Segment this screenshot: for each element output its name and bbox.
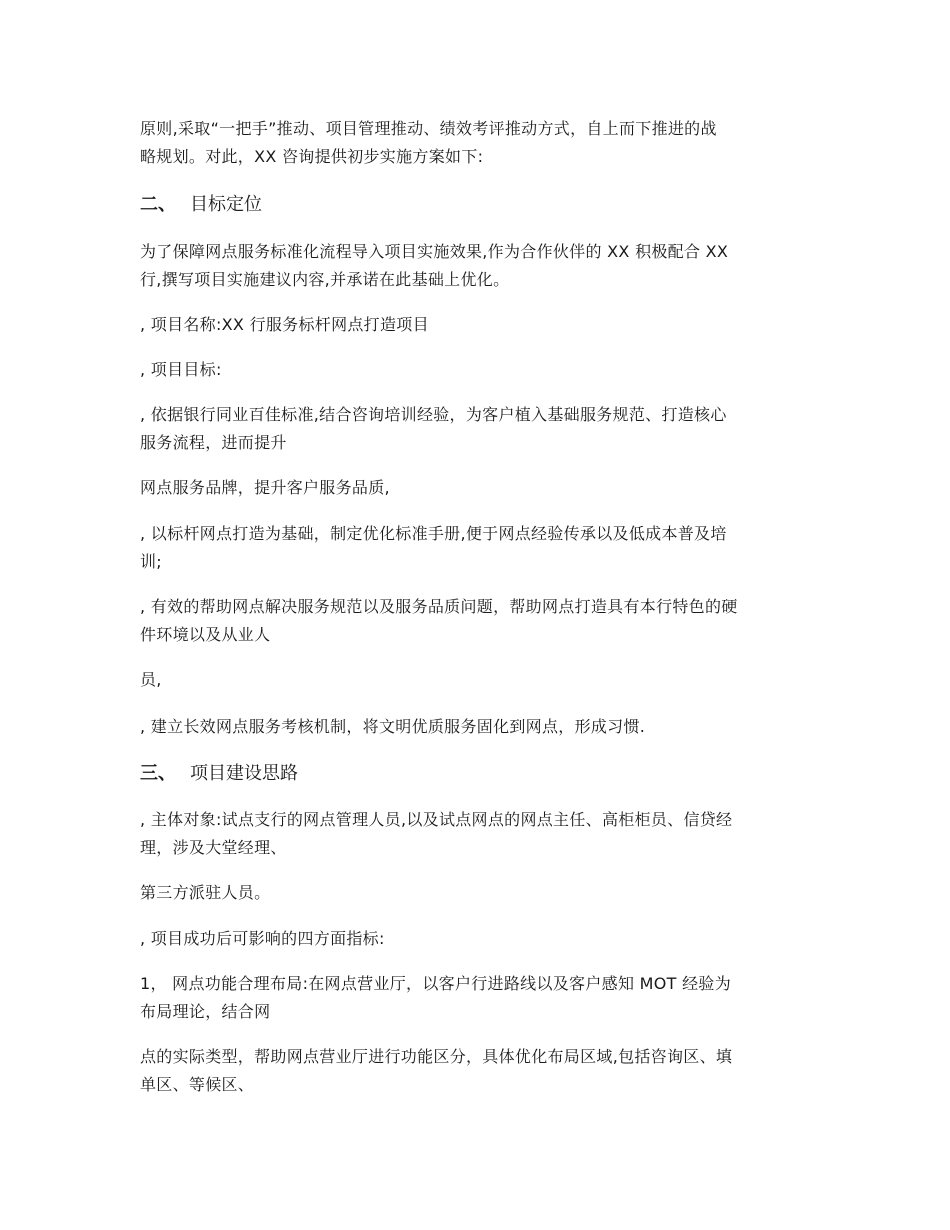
section-title-3: 项目建设思路 — [190, 763, 298, 784]
goal-3-paragraph — [140, 593, 815, 649]
item-1-paragraph — [140, 970, 815, 1026]
section-heading-3 — [140, 759, 298, 789]
goal-2-line-1: , 以标杆网点打造为基础，制定优化标准手册,便于网点经验传承以及低成本普及培 — [140, 524, 727, 543]
intro-line-2: 略规划。对此，XX 咨询提供初步实施方案如下: — [140, 147, 484, 166]
goal-intro-paragraph — [140, 238, 815, 294]
goal-1-line-2: 服务流程，进而提升 — [140, 433, 287, 452]
goal-2-paragraph — [140, 520, 815, 576]
item-1-continued-paragraph — [140, 1043, 815, 1099]
subjects-paragraph — [140, 806, 815, 862]
project-name-line: , 项目名称:XX 行服务标杆网点打造项目 — [140, 315, 429, 334]
subjects-continued-paragraph — [140, 879, 815, 907]
item-1-continued-line-1: 点的实际类型，帮助网点营业厅进行功能区分，具体优化布局区域,包括咨询区、填 — [140, 1047, 733, 1066]
goal-4-paragraph — [140, 713, 815, 741]
goal-4-line: , 建立长效网点服务考核机制，将文明优质服务固化到网点，形成习惯. — [140, 717, 646, 736]
item-1-line-2: 布局理论，结合网 — [140, 1002, 271, 1021]
subjects-line-2: 理，涉及大堂经理、 — [140, 838, 287, 857]
section-number-3: 三、 — [140, 763, 176, 784]
goal-3-line-1: , 有效的帮助网点解决服务规范以及服务品质问题，帮助网点打造具有本行特色的硬 — [140, 597, 738, 616]
intro-paragraph — [140, 115, 815, 171]
item-1-line-1: 1， 网点功能合理布局:在网点营业厅，以客户行进路线以及客户感知 MOT 经验为 — [140, 974, 732, 993]
goal-1-continued-line: 网点服务品牌，提升客户服务品质, — [140, 478, 390, 497]
item-1-continued-line-2: 单区、等候区、 — [140, 1075, 255, 1094]
indicators-line: , 项目成功后可影响的四方面指标: — [140, 929, 385, 948]
section-heading-2 — [140, 190, 262, 220]
project-goal-paragraph — [140, 356, 815, 384]
indicators-paragraph — [140, 925, 815, 953]
goal-intro-line-1: 为了保障网点服务标准化流程导入项目实施效果,作为合作伙伴的 XX 积极配合 XX — [140, 242, 729, 261]
subjects-continued-line: 第三方派驻人员。 — [140, 883, 271, 902]
project-goal-line: , 项目目标: — [140, 360, 222, 379]
goal-1-line-1: , 依据银行同业百佳标准,结合咨询培训经验，为客户植入基础服务规范、打造核心 — [140, 405, 727, 424]
section-number-2: 二、 — [140, 194, 176, 215]
goal-intro-line-2: 行,撰写项目实施建议内容,并承诺在此基础上优化。 — [140, 270, 510, 289]
goal-2-line-2: 训; — [140, 552, 162, 571]
goal-3-line-2: 件环境以及从业人 — [140, 625, 271, 644]
project-name-paragraph — [140, 311, 815, 339]
section-title-2: 目标定位 — [190, 194, 262, 215]
goal-3-continued-paragraph — [140, 666, 815, 694]
goal-1-continued-paragraph — [140, 474, 815, 502]
intro-line-1: 原则,采取“一把手”推动、项目管理推动、绩效考评推动方式，自上而下推进的战 — [140, 119, 717, 138]
goal-3-continued-line: 员, — [140, 670, 162, 689]
goal-1-paragraph — [140, 401, 815, 457]
subjects-line-1: , 主体对象:试点支行的网点管理人员,以及试点网点的网点主任、高柜柜员、信贷经 — [140, 810, 733, 829]
